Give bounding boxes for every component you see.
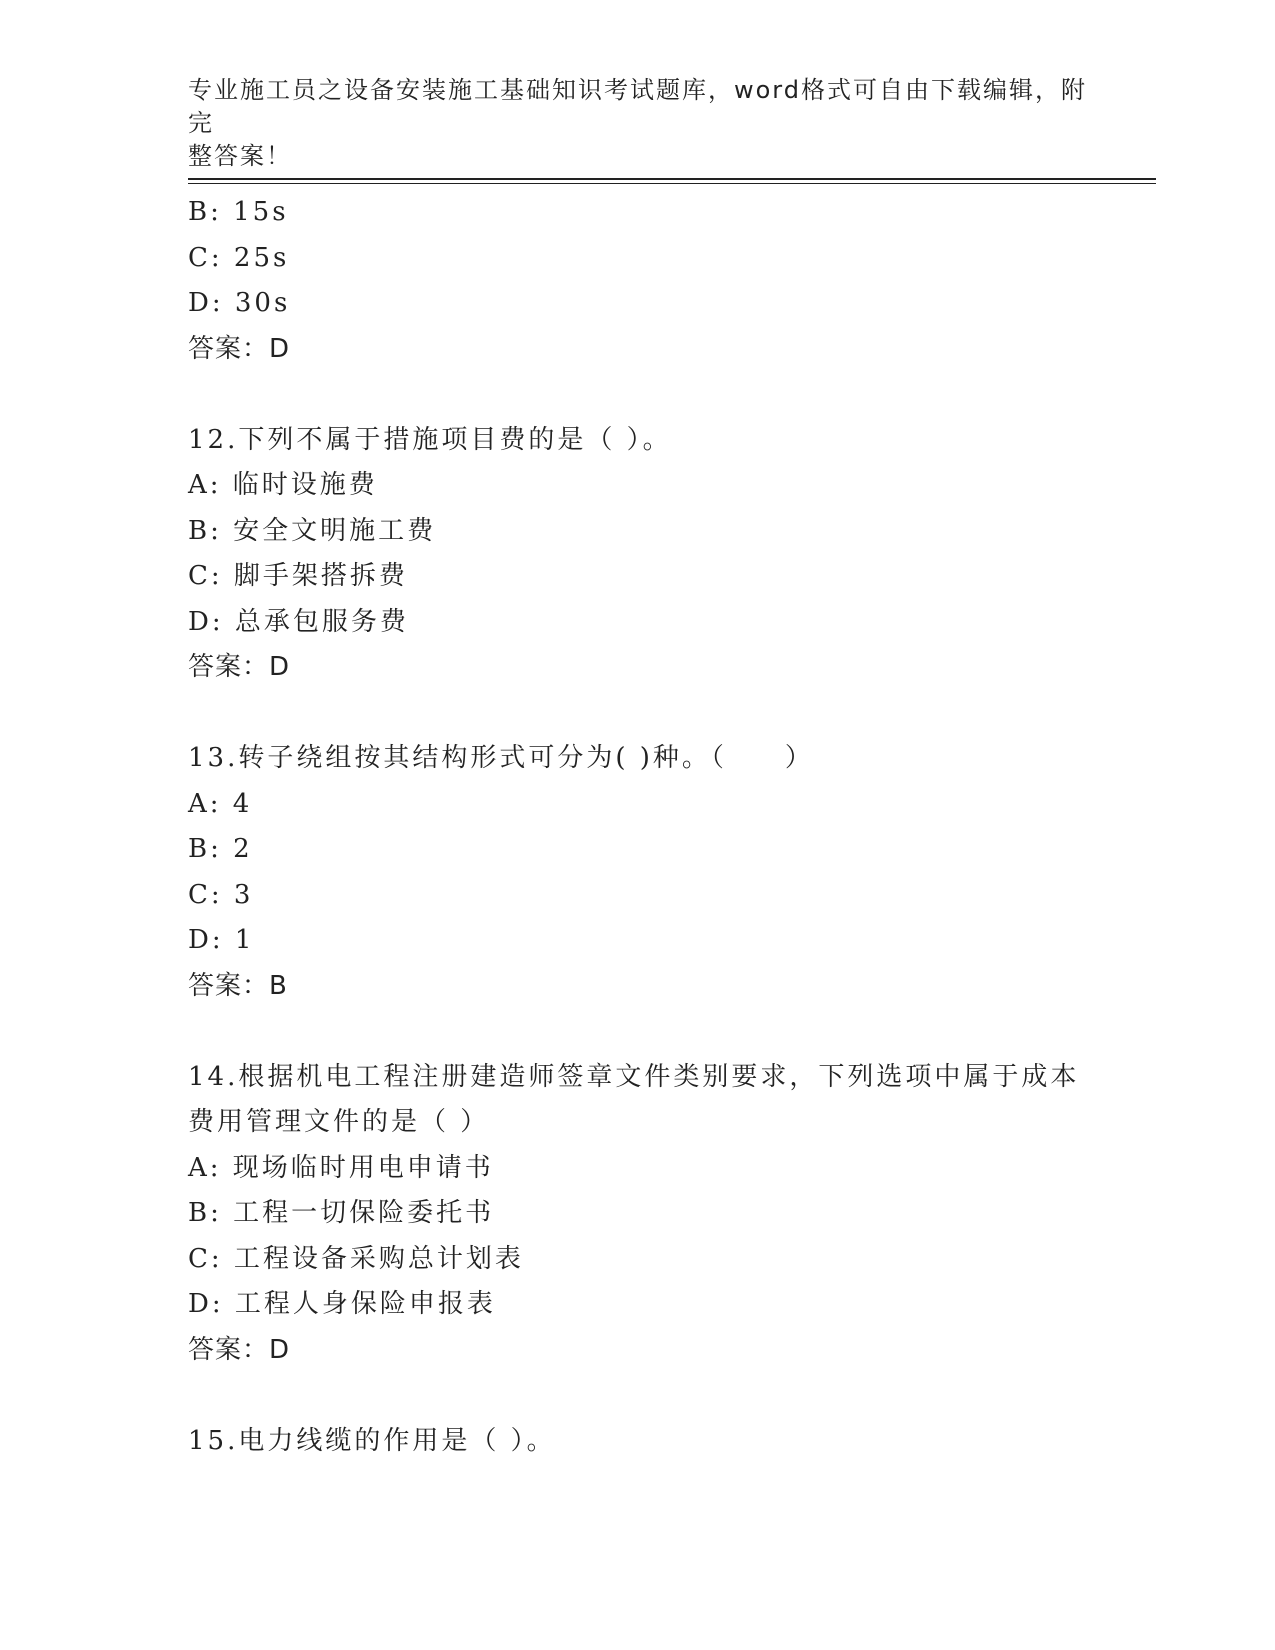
header-line-1: 专业施工员之设备安装施工基础知识考试题库，word格式可自由下载编辑，附完 [188,76,1087,137]
option-d: D: 总承包服务费 [188,606,409,637]
spacer [188,1373,1088,1419]
option-a: A: 临时设施费 [188,470,378,500]
spacer [188,372,1088,418]
question-12 [188,418,1088,691]
question-11-tail [188,190,1088,372]
answer: 答案：D [188,1334,291,1365]
spacer [188,691,1088,737]
question-stem: 13.转子绕组按其结构形式可分为( )种。（ ） [188,743,814,773]
spacer [188,1009,1088,1055]
answer: 答案：D [188,333,291,364]
option-b: B: 安全文明施工费 [188,515,437,546]
page-header [188,74,1088,173]
question-stem: 15.电力线缆的作用是（ ）。 [188,1425,556,1456]
option-c: C: 3 [188,879,254,910]
question-13 [188,736,1088,1009]
header-rule-thin [188,183,1156,184]
option-b: B: 2 [188,834,253,864]
question-15 [188,1419,1088,1465]
option-c: C: 25s [188,242,290,273]
answer: 答案：D [188,652,291,682]
question-stem-cont: 费用管理文件的是（ ） [188,1107,490,1137]
option-a: A: 现场临时用电申请书 [188,1152,494,1183]
header-rule [188,178,1156,180]
question-stem: 12.下列不属于措施项目费的是（ ）。 [188,424,672,455]
document-body [188,190,1088,1464]
question-14 [188,1055,1088,1374]
answer: 答案：B [188,970,288,1001]
option-d: D: 1 [188,925,255,955]
option-d: D: 工程人身保险申报表 [188,1289,496,1319]
option-b: B: 工程一切保险委托书 [188,1198,495,1228]
option-b: B: 15s [188,197,289,227]
option-c: C: 脚手架搭拆费 [188,561,408,591]
option-a: A: 4 [188,788,253,819]
header-line-2: 整答案！ [188,142,292,170]
question-stem: 14.根据机电工程注册建造师签章文件类别要求，下列选项中属于成本 [188,1061,1080,1092]
option-d: D: 30s [188,288,291,318]
option-c: C: 工程设备采购总计划表 [188,1243,524,1274]
